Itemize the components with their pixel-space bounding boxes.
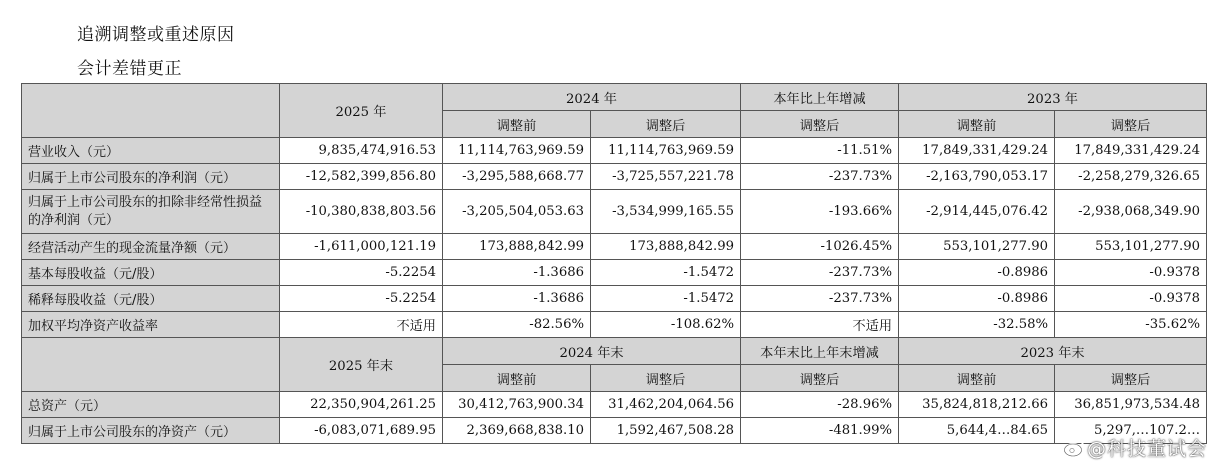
weibo-icon (1063, 439, 1085, 457)
table-row (22, 234, 1207, 260)
watermark-text: @科技董试会 (1086, 438, 1207, 460)
cell-chg: -1026.45% (741, 234, 899, 260)
subheader-before: 调整前 (899, 365, 1055, 392)
cell-a2023: 553,101,277.90 (1055, 234, 1207, 260)
cell-b2024: -3,205,504,053.63 (443, 190, 591, 234)
header-blank (22, 84, 280, 138)
subheader-before: 调整前 (443, 365, 591, 392)
cell-chg: -237.73% (741, 260, 899, 286)
cell-a2023: -35.62% (1055, 312, 1207, 338)
header-2025: 2025 年末 (280, 338, 443, 392)
cell-chg: -481.99% (741, 418, 899, 444)
cell-v2025: -10,380,838,803.56 (280, 190, 443, 234)
cell-v2025: 不适用 (280, 312, 443, 338)
cell-a2023: 5,297,…107.2… (1055, 418, 1207, 444)
row-label: 归属于上市公司股东的净资产（元） (22, 418, 280, 444)
cell-b2023: 553,101,277.90 (899, 234, 1055, 260)
subheader-after: 调整后 (591, 365, 741, 392)
row-label: 稀释每股收益（元/股） (22, 286, 280, 312)
header-blank (22, 338, 280, 392)
cell-chg: -193.66% (741, 190, 899, 234)
cell-b2024: 2,369,668,838.10 (443, 418, 591, 444)
cell-b2024: 30,412,763,900.34 (443, 392, 591, 418)
table-row (22, 190, 1207, 234)
subheader-after: 调整后 (741, 111, 899, 138)
cell-b2023: 17,849,331,429.24 (899, 138, 1055, 164)
header-row (22, 84, 1207, 111)
restatement-table (21, 83, 1207, 444)
cell-b2024: -3,295,588,668.77 (443, 164, 591, 190)
table-row (22, 286, 1207, 312)
subheader-after: 调整后 (741, 365, 899, 392)
row-label: 加权平均净资产收益率 (22, 312, 280, 338)
cell-a2024: -3,534,999,165.55 (591, 190, 741, 234)
cell-a2023: -2,938,068,349.90 (1055, 190, 1207, 234)
cell-b2023: -2,914,445,076.42 (899, 190, 1055, 234)
cell-v2025: -5.2254 (280, 286, 443, 312)
cell-b2023: -2,163,790,053.17 (899, 164, 1055, 190)
cell-chg: -11.51% (741, 138, 899, 164)
row-label: 总资产（元） (22, 392, 280, 418)
cell-b2024: -82.56% (443, 312, 591, 338)
header-2023: 2023 年 (899, 84, 1207, 111)
row-label: 经营活动产生的现金流量净额（元） (22, 234, 280, 260)
cell-b2023: -32.58% (899, 312, 1055, 338)
cell-b2024: -1.3686 (443, 286, 591, 312)
table-row (22, 260, 1207, 286)
row-label: 归属于上市公司股东的扣除非经常性损益的净利润（元） (22, 190, 280, 234)
header-2025: 2025 年 (280, 84, 443, 138)
cell-b2023: 35,824,818,212.66 (899, 392, 1055, 418)
cell-chg: -237.73% (741, 286, 899, 312)
watermark (1063, 434, 1207, 461)
cell-b2023: -0.8986 (899, 286, 1055, 312)
cell-a2024: -3,725,557,221.78 (591, 164, 741, 190)
cell-v2025: -6,083,071,689.95 (280, 418, 443, 444)
cell-a2024: 173,888,842.99 (591, 234, 741, 260)
cell-b2023: -0.8986 (899, 260, 1055, 286)
header-2024: 2024 年 (443, 84, 741, 111)
subheader-before: 调整前 (443, 111, 591, 138)
subheader-before: 调整前 (899, 111, 1055, 138)
cell-a2023: -2,258,279,326.65 (1055, 164, 1207, 190)
cell-a2024: -108.62% (591, 312, 741, 338)
cell-a2023: -0.9378 (1055, 286, 1207, 312)
header-2024: 2024 年末 (443, 338, 741, 365)
table-row (22, 392, 1207, 418)
header-2023: 2023 年末 (899, 338, 1207, 365)
cell-b2024: 11,114,763,969.59 (443, 138, 591, 164)
subheader-after: 调整后 (1055, 365, 1207, 392)
row-label: 基本每股收益（元/股） (22, 260, 280, 286)
table-row (22, 138, 1207, 164)
cell-v2025: -12,582,399,856.80 (280, 164, 443, 190)
cell-v2025: 9,835,474,916.53 (280, 138, 443, 164)
cell-v2025: 22,350,904,261.25 (280, 392, 443, 418)
subheader-after: 调整后 (591, 111, 741, 138)
row-label: 营业收入（元） (22, 138, 280, 164)
cell-a2024: -1.5472 (591, 286, 741, 312)
cell-a2024: 1,592,467,508.28 (591, 418, 741, 444)
header-change: 本年末比上年末增减 (741, 338, 899, 365)
table-row (22, 418, 1207, 444)
cell-b2023: 5,644,4…84.65 (899, 418, 1055, 444)
cell-chg: -28.96% (741, 392, 899, 418)
heading-reason: 追溯调整或重述原因 (77, 25, 235, 45)
header-change: 本年比上年增减 (741, 84, 899, 111)
cell-a2024: -1.5472 (591, 260, 741, 286)
cell-a2023: 36,851,973,534.48 (1055, 392, 1207, 418)
heading-correction: 会计差错更正 (77, 59, 182, 79)
subheader-after: 调整后 (1055, 111, 1207, 138)
header-row (22, 338, 1207, 365)
cell-v2025: -5.2254 (280, 260, 443, 286)
cell-chg: -237.73% (741, 164, 899, 190)
cell-a2024: 11,114,763,969.59 (591, 138, 741, 164)
cell-a2023: -0.9378 (1055, 260, 1207, 286)
table-row (22, 164, 1207, 190)
cell-chg: 不适用 (741, 312, 899, 338)
table-row (22, 312, 1207, 338)
cell-b2024: 173,888,842.99 (443, 234, 591, 260)
cell-a2024: 31,462,204,064.56 (591, 392, 741, 418)
row-label: 归属于上市公司股东的净利润（元） (22, 164, 280, 190)
cell-a2023: 17,849,331,429.24 (1055, 138, 1207, 164)
cell-v2025: -1,611,000,121.19 (280, 234, 443, 260)
cell-b2024: -1.3686 (443, 260, 591, 286)
